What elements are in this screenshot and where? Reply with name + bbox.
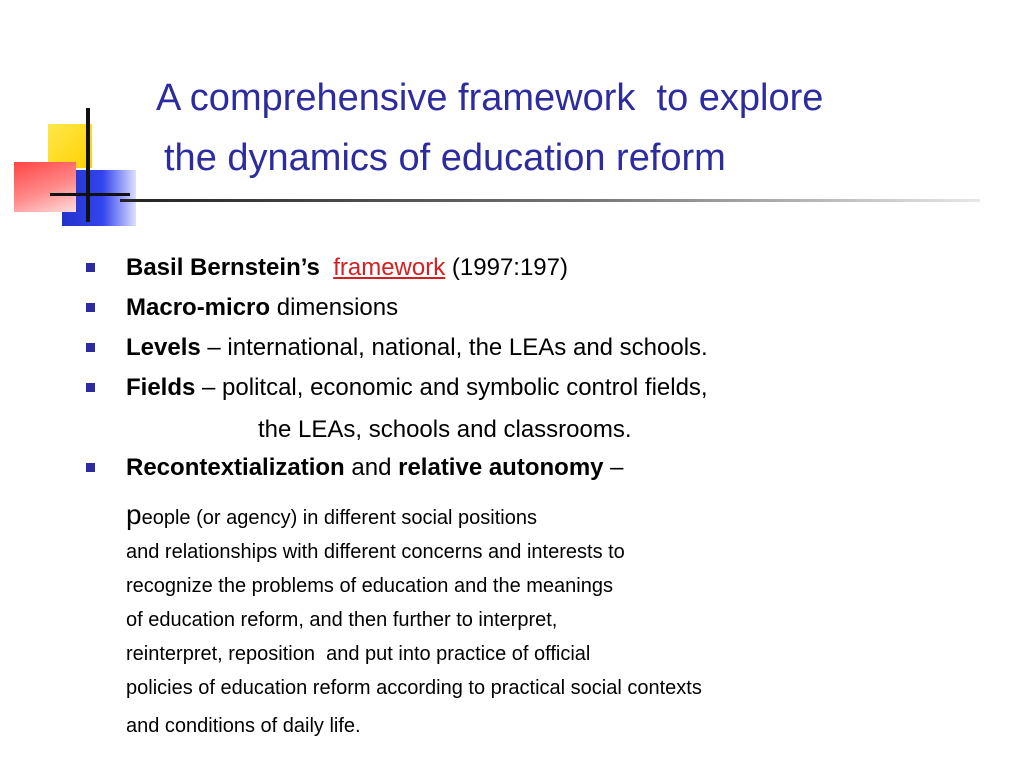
bullet-bold-text: Basil Bernstein’s: [126, 254, 320, 281]
framework-link[interactable]: framework: [333, 254, 446, 281]
decorative-logo: [0, 0, 140, 230]
bullet-bold-text: Macro-micro: [126, 294, 271, 321]
bullet-square-icon: [86, 263, 95, 272]
bullet-square-icon: [86, 343, 95, 352]
bullet-bold-text-2: relative autonomy: [398, 454, 604, 481]
title-line-1: A comprehensive framework to explore: [156, 77, 824, 119]
bullet-text: (1997:197): [445, 254, 568, 281]
bullet-text: and: [344, 454, 399, 481]
bullet-bold-text: Levels: [126, 334, 201, 361]
bullet-text: dimensions: [270, 294, 399, 321]
bullet-square-icon: [86, 463, 95, 472]
title-divider-line: [120, 199, 980, 202]
paragraph-line: policies of education reform according to practical social contexts: [126, 677, 702, 699]
paragraph-line: people (or agency) in different social positions: [126, 499, 537, 530]
bullet-bold-text: Fields: [126, 374, 196, 401]
paragraph-line: and conditions of daily life.: [126, 715, 361, 737]
bullet-text: –: [603, 454, 624, 481]
bullet-bold-text: Recontextialization: [126, 454, 345, 481]
bullet-text: – politcal, economic and symbolic control fields,: [195, 374, 708, 401]
bullet-text: – international, national, the LEAs and schools.: [200, 334, 708, 361]
bullet-square-icon: [86, 303, 95, 312]
bullet-square-icon: [86, 383, 95, 392]
paragraph-line: of education reform, and then further to interpret,: [126, 609, 558, 631]
paragraph-line: recognize the problems of education and the meanings: [126, 575, 613, 597]
paragraph-line: reinterpret, reposition and put into practice of official: [126, 643, 591, 665]
slide-title: [150, 68, 1010, 188]
horizontal-line-decoration: [50, 193, 130, 196]
paragraph-line: and relationships with different concerns and interests to: [126, 541, 625, 563]
explanation-paragraph: [126, 498, 1006, 743]
bullet-continuation-fields: the LEAs, schools and classrooms.: [258, 416, 632, 443]
red-square-decoration: [14, 162, 76, 212]
vertical-line-decoration: [86, 108, 90, 222]
paragraph-first-letter: p: [126, 499, 142, 530]
title-line-2: the dynamics of education reform: [164, 137, 726, 179]
